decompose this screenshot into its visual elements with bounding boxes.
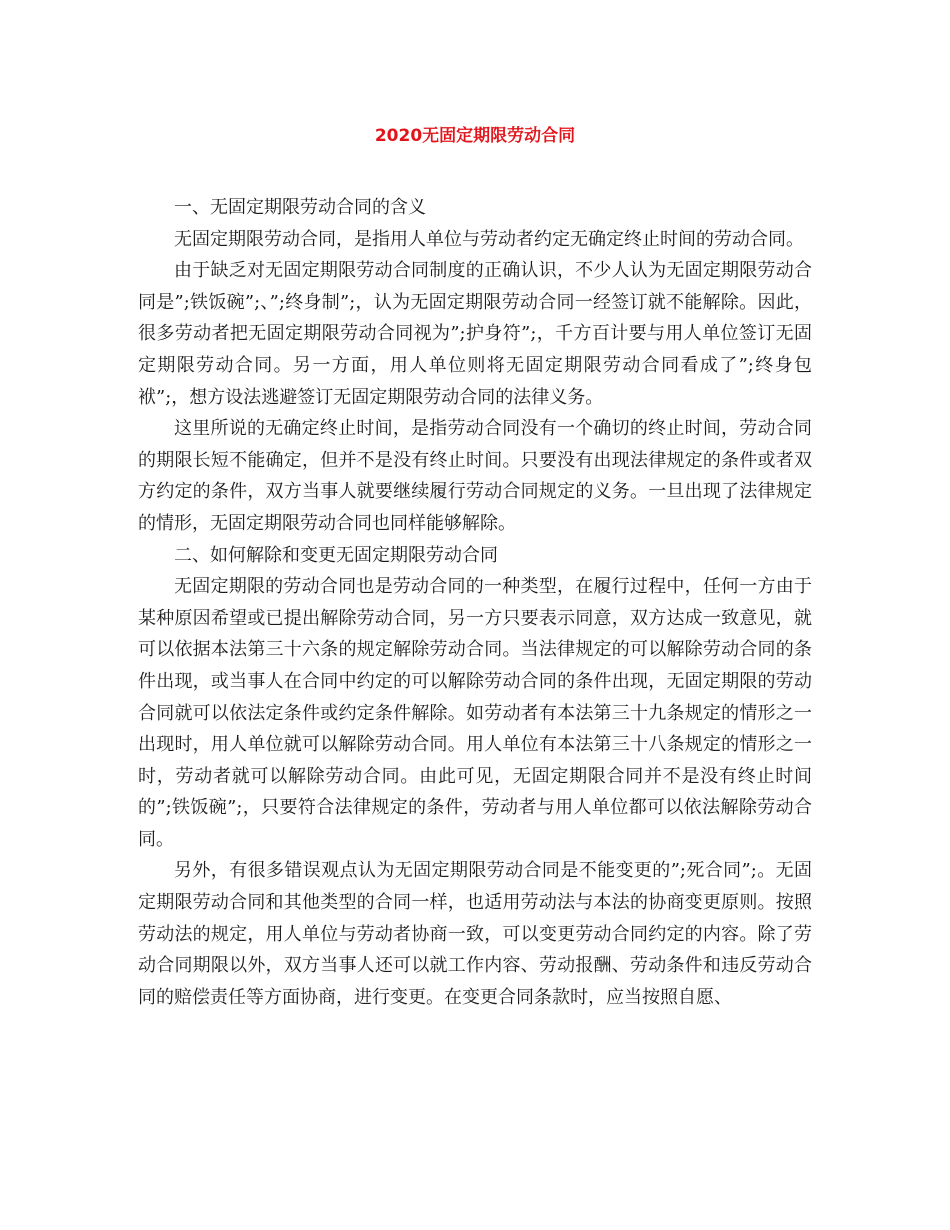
paragraph-termination-rules: 无固定期限的劳动合同也是劳动合同的一种类型，在履行过程中，任何一方由于某种原因希望或已提出解除劳动合同，另一方只要表示同意，双方达成一致意见，就可以依据本法第三十六条的规定解除劳动合同。当法律规定的可以解除劳动合同的条件出现，或当事人在合同中约定的可以解除劳动合同的条件出现，无固定期限的劳动合同就可以依法定条件或约定条件解除。如劳动者有本法第三十九条规定的情形之一出现时，用人单位就可以解除劳动合同。用人单位有本法第三十八条规定的情形之一时，劳动者就可以解除劳动合同。由此可见，无固定期限合同并不是没有终止时间的”;铁饭碗”;，只要符合法律规定的条件，劳动者与用人单位都可以依法解除劳动合同。 <box>138 576 812 850</box>
paragraph-termination-time: 这里所说的无确定终止时间，是指劳动合同没有一个确切的终止时间，劳动合同的期限长短不能确定，但并不是没有终止时间。只要没有出现法律规定的条件或者双方约定的条件，双方当事人就要继续履行劳动合同规定的义务。一旦出现了法律规定的情形，无固定期限劳动合同也同样能够解除。 <box>138 418 812 534</box>
paragraph-misconception: 由于缺乏对无固定期限劳动合同制度的正确认识，不少人认为无固定期限劳动合同是”;铁饭碗”;、”;终身制”;，认为无固定期限劳动合同一经签订就不能解除。因此，很多劳动者把无固定期限劳动合同视为”;护身符”;，千方百计要与用人单位签订无固定期限劳动合同。另一方面，用人单位则将无固定期限劳动合同看成了”;终身包袱”;，想方设法逃避签订无固定期限劳动合同的法律义务。 <box>138 260 812 408</box>
document-body <box>138 192 812 1013</box>
section-heading-termination: 二、如何解除和变更无固定期限劳动合同 <box>174 544 498 566</box>
document-title: 2020无固定期限劳动合同 <box>374 126 576 146</box>
paragraph-modification: 另外，有很多错误观点认为无固定期限劳动合同是不能变更的”;死合同”;。无固定期限劳动合同和其他类型的合同一样，也适用劳动法与本法的协商变更原则。按照劳动法的规定，用人单位与劳动者协商一致，可以变更劳动合同约定的内容。除了劳动合同期限以外，双方当事人还可以就工作内容、劳动报酬、劳动条件和违反劳动合同的赔偿责任等方面协商，进行变更。在变更合同条款时，应当按照自愿、 <box>138 860 812 1008</box>
section-heading-meaning: 一、无固定期限劳动合同的含义 <box>174 197 426 218</box>
paragraph-definition: 无固定期限劳动合同，是指用人单位与劳动者约定无确定终止时间的劳动合同。 <box>174 228 804 250</box>
